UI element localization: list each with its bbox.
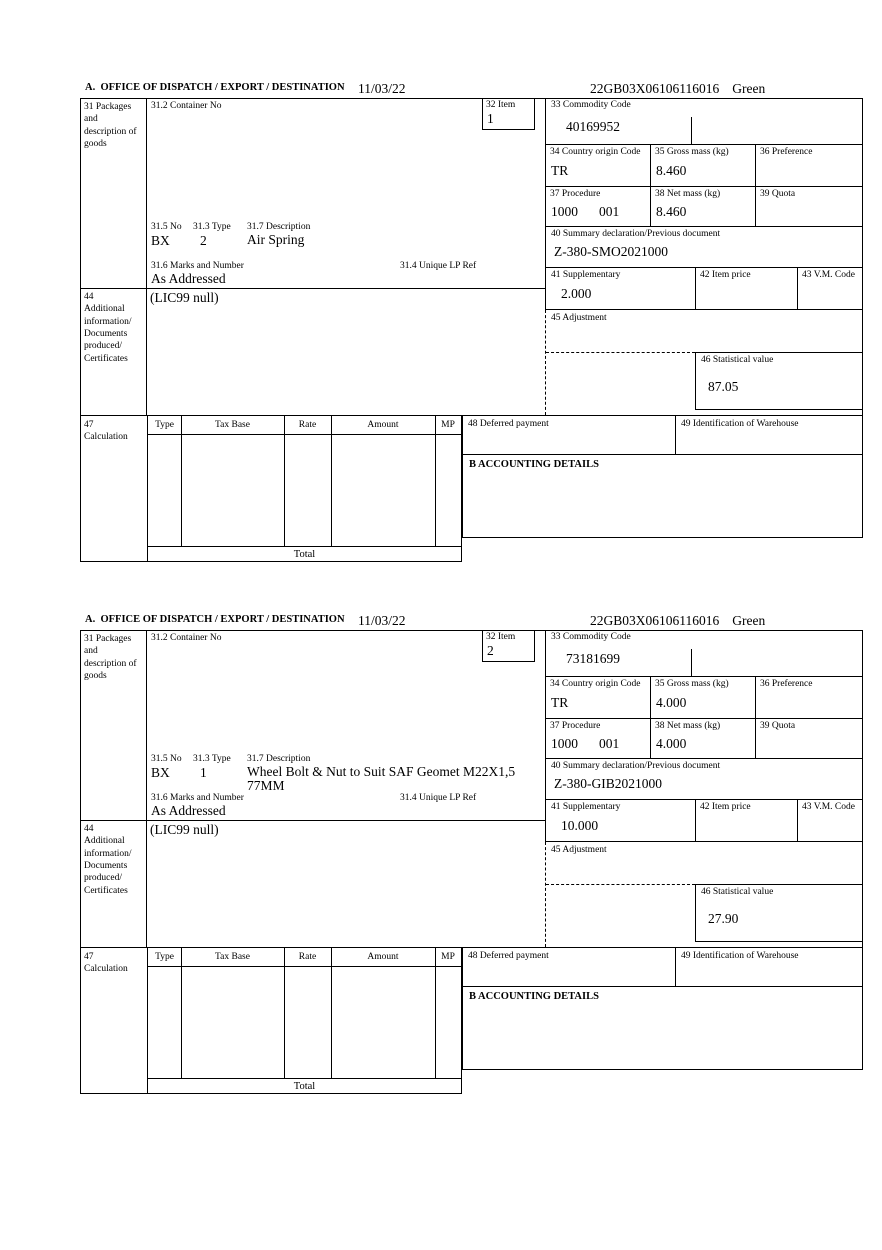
box40-summary-cell bbox=[545, 227, 862, 268]
supplementary-units-value: 10.000 bbox=[561, 818, 599, 833]
box49-warehouse-cell bbox=[675, 415, 862, 455]
box46-label: 46 Statistical value bbox=[701, 887, 774, 897]
previous-document-value: Z-380-GIB2021000 bbox=[554, 776, 662, 791]
box31-5-label: 31.5 No bbox=[151, 222, 182, 232]
box44-label: 44 Additional information/ Documents produced/ Certificates bbox=[84, 292, 132, 364]
box47-label: 47 Calculation bbox=[84, 952, 128, 975]
box45-dashed-bottom-line bbox=[546, 352, 695, 353]
item-page-2 bbox=[0, 612, 882, 1144]
box34-origin-cell bbox=[545, 145, 650, 187]
box41-label: 41 Supplementary bbox=[551, 270, 621, 280]
box49-warehouse-cell bbox=[675, 947, 862, 987]
box34-label: 34 Country origin Code bbox=[550, 679, 641, 689]
accounting-details-cell bbox=[462, 987, 862, 1070]
commodity-code-divider bbox=[691, 649, 693, 676]
box46-statistical-cell bbox=[695, 884, 862, 942]
box33-commodity-cell bbox=[545, 630, 862, 677]
box31-label-cell bbox=[80, 98, 147, 288]
office-of-dispatch-heading: A. OFFICE OF DISPATCH / EXPORT / DESTINATION bbox=[85, 82, 345, 93]
box48-label: 48 Deferred payment bbox=[468, 951, 549, 961]
goods-description-value: Air Spring bbox=[247, 232, 305, 247]
box41-supplementary-cell bbox=[545, 268, 695, 310]
box31-4-label: 31.4 Unique LP Ref bbox=[400, 793, 477, 803]
box46-label: 46 Statistical value bbox=[701, 355, 774, 365]
box36-label: 36 Preference bbox=[760, 147, 813, 157]
gross-mass-value: 8.460 bbox=[656, 163, 687, 178]
box36-label: 36 Preference bbox=[760, 679, 813, 689]
box37-label: 37 Procedure bbox=[550, 189, 601, 199]
box36-preference-cell bbox=[755, 145, 862, 187]
tax-mp-header: MP bbox=[441, 952, 455, 962]
box47-label: 47 Calculation bbox=[84, 420, 128, 443]
box38-net-mass-cell bbox=[650, 187, 755, 227]
tax-calculation-table bbox=[147, 415, 462, 562]
procedure-extra-value: 001 bbox=[599, 204, 620, 219]
box35-gross-mass-cell bbox=[650, 677, 755, 719]
box43-vm-code-cell bbox=[797, 800, 862, 842]
box35-label: 35 Gross mass (kg) bbox=[655, 679, 729, 689]
package-count-value: 2 bbox=[200, 233, 207, 248]
box43-label: 43 V.M. Code bbox=[802, 270, 855, 280]
additional-info-value: (LIC99 null) bbox=[150, 822, 219, 837]
box45-dashed-left-line bbox=[545, 842, 546, 947]
box31-label-cell bbox=[80, 630, 147, 820]
box48-deferred-cell bbox=[462, 947, 675, 987]
box42-item-price-cell bbox=[695, 800, 797, 842]
declaration-date: 11/03/22 bbox=[358, 81, 406, 96]
box31-3-label: 31.3 Type bbox=[193, 754, 231, 764]
tax-total-divider bbox=[148, 546, 461, 548]
box35-gross-mass-cell bbox=[650, 145, 755, 187]
country-origin-value: TR bbox=[551, 695, 569, 710]
box31-label: 31 Packages and description of goods bbox=[84, 102, 137, 150]
frame-right-line bbox=[862, 630, 863, 1070]
procedure-code-value: 1000 bbox=[551, 736, 578, 751]
tax-base-header: Tax Base bbox=[215, 952, 250, 962]
declaration-date: 11/03/22 bbox=[358, 613, 406, 628]
box36-preference-cell bbox=[755, 677, 862, 719]
box39-quota-cell bbox=[755, 187, 862, 227]
box32-label: 32 Item bbox=[486, 632, 516, 642]
tax-calculation-table bbox=[147, 947, 462, 1094]
tax-rate-header: Rate bbox=[298, 952, 317, 962]
country-origin-value: TR bbox=[551, 163, 569, 178]
gross-mass-value: 4.000 bbox=[656, 695, 687, 710]
box38-label: 38 Net mass (kg) bbox=[655, 189, 721, 199]
box43-vm-code-cell bbox=[797, 268, 862, 310]
package-kind-value: BX bbox=[151, 233, 170, 248]
box38-label: 38 Net mass (kg) bbox=[655, 721, 721, 731]
box31-3-label: 31.3 Type bbox=[193, 222, 231, 232]
accounting-details-label: B ACCOUNTING DETAILS bbox=[469, 459, 599, 470]
box37-procedure-cell bbox=[545, 719, 650, 759]
box35-label: 35 Gross mass (kg) bbox=[655, 147, 729, 157]
box40-summary-cell bbox=[545, 759, 862, 800]
box31-6-label: 31.6 Marks and Number bbox=[151, 793, 244, 803]
box45-label: 45 Adjustment bbox=[551, 845, 607, 855]
box39-label: 39 Quota bbox=[760, 189, 796, 199]
routing-value: Green bbox=[732, 613, 766, 628]
supplementary-units-value: 2.000 bbox=[561, 286, 592, 301]
routing-value: Green bbox=[732, 81, 766, 96]
tax-mp-header: MP bbox=[441, 420, 455, 430]
box31-label: 31 Packages and description of goods bbox=[84, 634, 137, 682]
box48-label: 48 Deferred payment bbox=[468, 419, 549, 429]
statistical-value: 27.90 bbox=[708, 911, 739, 926]
net-mass-value: 8.460 bbox=[656, 204, 687, 219]
box34-label: 34 Country origin Code bbox=[550, 147, 641, 157]
box42-label: 42 Item price bbox=[700, 270, 751, 280]
box43-label: 43 V.M. Code bbox=[802, 802, 855, 812]
box45-dashed-bottom-line bbox=[546, 884, 695, 885]
tax-total-label: Total bbox=[293, 1081, 316, 1092]
box42-item-price-cell bbox=[695, 268, 797, 310]
item-number-value: 2 bbox=[487, 642, 494, 658]
box38-net-mass-cell bbox=[650, 719, 755, 759]
box44-label: 44 Additional information/ Documents produced/ Certificates bbox=[84, 824, 132, 896]
box31-7-label: 31.7 Description bbox=[247, 222, 311, 232]
box32-label: 32 Item bbox=[486, 100, 516, 110]
box34-origin-cell bbox=[545, 677, 650, 719]
tax-type-header: Type bbox=[155, 952, 174, 962]
statistical-value: 87.05 bbox=[708, 379, 739, 394]
tax-header-underline bbox=[148, 434, 461, 436]
item-page-1 bbox=[0, 80, 882, 612]
box32-item-cell bbox=[482, 630, 535, 662]
box44-label-cell bbox=[80, 820, 147, 947]
mrn-value: 22GB03X06106116016 bbox=[590, 613, 720, 628]
box45-label: 45 Adjustment bbox=[551, 313, 607, 323]
procedure-extra-value: 001 bbox=[599, 736, 620, 751]
frame-right-line bbox=[862, 98, 863, 538]
declaration-reference bbox=[590, 81, 765, 97]
box31-2-label: 31.2 Container No bbox=[151, 633, 222, 643]
tax-type-header: Type bbox=[155, 420, 174, 430]
box31-7-label: 31.7 Description bbox=[247, 754, 311, 764]
net-mass-value: 4.000 bbox=[656, 736, 687, 751]
box39-quota-cell bbox=[755, 719, 862, 759]
box33-label: 33 Commodity Code bbox=[551, 632, 631, 642]
box40-label: 40 Summary declaration/Previous document bbox=[551, 229, 721, 239]
tax-rate-header: Rate bbox=[298, 420, 317, 430]
box44-label-cell bbox=[80, 288, 147, 415]
box46-statistical-cell bbox=[695, 352, 862, 410]
box49-label: 49 Identification of Warehouse bbox=[681, 419, 799, 429]
marks-value: As Addressed bbox=[151, 271, 226, 286]
box47-label-cell bbox=[80, 415, 147, 562]
previous-document-value: Z-380-SMO2021000 bbox=[554, 244, 668, 259]
tax-amount-header: Amount bbox=[367, 952, 399, 962]
box44-area bbox=[80, 820, 545, 947]
box44-area bbox=[80, 288, 545, 415]
commodity-code-value: 73181699 bbox=[566, 651, 620, 666]
box37-label: 37 Procedure bbox=[550, 721, 601, 731]
tax-header-underline bbox=[148, 966, 461, 968]
box37-procedure-cell bbox=[545, 187, 650, 227]
office-of-dispatch-heading: A. OFFICE OF DISPATCH / EXPORT / DESTINATION bbox=[85, 614, 345, 625]
commodity-code-divider bbox=[691, 117, 693, 144]
goods-description-value: Wheel Bolt & Nut to Suit SAF Geomet M22X1,5 77MM bbox=[247, 764, 516, 794]
package-kind-value: BX bbox=[151, 765, 170, 780]
accounting-details-label: B ACCOUNTING DETAILS bbox=[469, 991, 599, 1002]
box49-label: 49 Identification of Warehouse bbox=[681, 951, 799, 961]
box41-label: 41 Supplementary bbox=[551, 802, 621, 812]
tax-amount-header: Amount bbox=[367, 420, 399, 430]
box32-item-cell bbox=[482, 98, 535, 130]
box33-label: 33 Commodity Code bbox=[551, 100, 631, 110]
box47-label-cell bbox=[80, 947, 147, 1094]
marks-value: As Addressed bbox=[151, 803, 226, 818]
box31-5-label: 31.5 No bbox=[151, 754, 182, 764]
tax-total-label: Total bbox=[293, 549, 316, 560]
box33-commodity-cell bbox=[545, 98, 862, 145]
mrn-value: 22GB03X06106116016 bbox=[590, 81, 720, 96]
tax-total-divider bbox=[148, 1078, 461, 1080]
box39-label: 39 Quota bbox=[760, 721, 796, 731]
commodity-code-value: 40169952 bbox=[566, 119, 620, 134]
box45-dashed-left-line bbox=[545, 310, 546, 415]
box31-4-label: 31.4 Unique LP Ref bbox=[400, 261, 477, 271]
box31-6-label: 31.6 Marks and Number bbox=[151, 261, 244, 271]
declaration-reference bbox=[590, 613, 765, 629]
accounting-details-cell bbox=[462, 455, 862, 538]
box48-deferred-cell bbox=[462, 415, 675, 455]
additional-info-value: (LIC99 null) bbox=[150, 290, 219, 305]
item-number-value: 1 bbox=[487, 110, 494, 126]
box41-supplementary-cell bbox=[545, 800, 695, 842]
package-count-value: 1 bbox=[200, 765, 207, 780]
box31-2-label: 31.2 Container No bbox=[151, 101, 222, 111]
tax-base-header: Tax Base bbox=[215, 420, 250, 430]
box40-label: 40 Summary declaration/Previous document bbox=[551, 761, 721, 771]
procedure-code-value: 1000 bbox=[551, 204, 578, 219]
box42-label: 42 Item price bbox=[700, 802, 751, 812]
